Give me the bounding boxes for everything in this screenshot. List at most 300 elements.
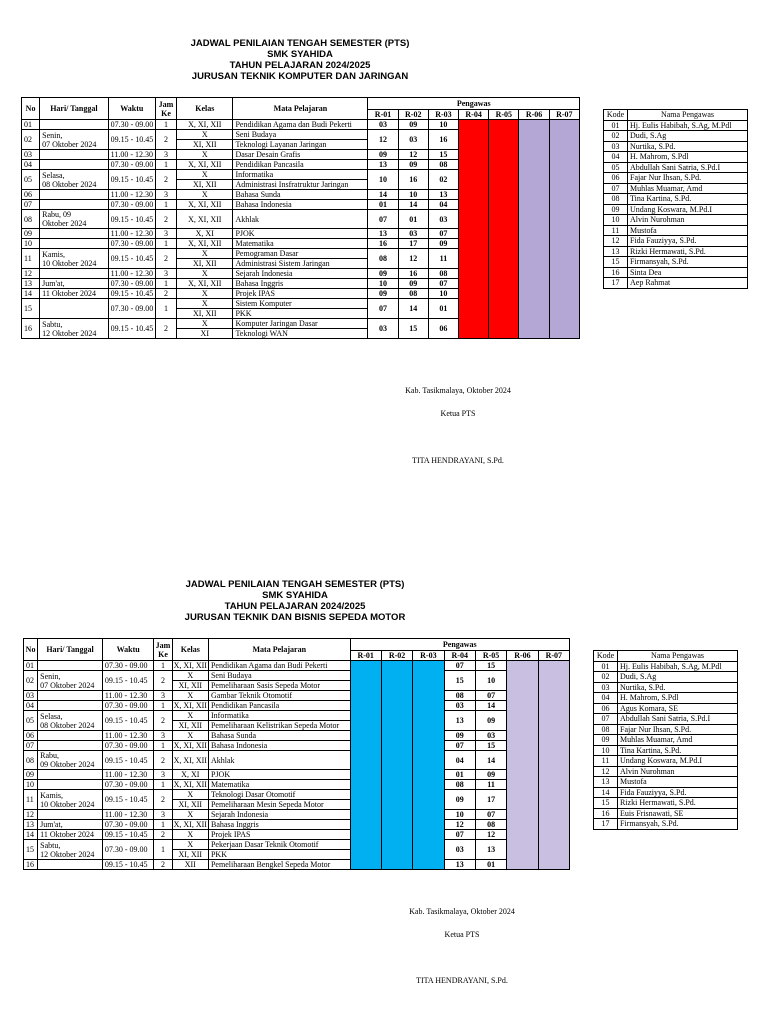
cell-pengawas-code: 08	[444, 691, 475, 701]
cell-hari	[38, 701, 103, 711]
cell-jam: 2	[155, 289, 176, 299]
cell-mapel: Pemograman Dasar	[233, 249, 368, 259]
cell-kelas: X	[177, 269, 233, 279]
cell-no: 16	[24, 860, 38, 870]
cell-no: 02	[22, 130, 40, 150]
cell-pengawas-code: 07	[475, 810, 506, 820]
cell-kelas: XI, XII	[172, 800, 208, 810]
pengawas-nama: Nurtika, S.Pd.	[628, 141, 748, 152]
cell-no: 09	[22, 229, 40, 239]
cell-kelas: X	[172, 790, 208, 800]
pengawas-nama: H. Mahrom, S.Pdl	[628, 152, 748, 163]
cell-pengawas-code: 09	[475, 770, 506, 780]
pengawas-kode: 02	[604, 131, 628, 142]
cell-kelas: X	[177, 170, 233, 180]
cell-pengawas-code: 09	[444, 731, 475, 741]
cell-no: 09	[24, 770, 38, 780]
cell-pengawas-code: 09	[475, 711, 506, 731]
cell-waktu: 09.15 - 10.45	[102, 830, 154, 840]
pengawas-kode: 14	[594, 787, 618, 798]
cell-mapel: Seni Budaya	[208, 671, 350, 681]
cell-pengawas-code: 13	[368, 229, 398, 239]
title-line: SMK SYAHIDA	[262, 590, 328, 601]
cell-jam: 3	[154, 731, 172, 741]
cell-pengawas-code: 13	[444, 711, 475, 731]
cell-jam: 1	[155, 200, 176, 210]
pengawas-row	[594, 745, 738, 756]
cell-pengawas-code: 12	[444, 820, 475, 830]
cell-kelas: X	[177, 319, 233, 329]
col-header-waktu: Waktu	[102, 639, 154, 661]
cell-pengawas-code: 10	[444, 810, 475, 820]
cell-kelas: X, XI, XII	[173, 701, 207, 710]
cell-hari	[38, 810, 103, 820]
col-header-pengawas: Pengawas	[350, 639, 569, 651]
cell-hari: 11 Oktober 2024	[38, 830, 103, 840]
cell-kelas: XI, XII	[172, 681, 208, 691]
col-header-room: R-06	[507, 651, 538, 661]
pengawas-kode: 03	[594, 682, 618, 693]
cell-hari: Sabtu, 12 Oktober 2024	[38, 840, 103, 860]
cell-pengawas-code: 04	[444, 751, 475, 770]
cell-kelas: X	[177, 249, 233, 259]
pengawas-nama: Dudi, S.Ag	[618, 672, 738, 683]
col-header-room: R-02	[398, 110, 428, 120]
col-header-jam: Jam Ke	[155, 98, 176, 120]
pengawas-nama: Firmansyah, S.Pd.	[618, 819, 738, 830]
cell-kelas: XII	[172, 860, 208, 870]
pengawas-kode: 01	[594, 661, 618, 672]
cell-mapel: Pemeliharaan Bengkel Sepeda Motor	[208, 860, 350, 870]
cell-hari	[38, 741, 103, 751]
cell-pengawas-code: 14	[398, 200, 428, 210]
table-row	[24, 751, 570, 770]
table-row	[24, 691, 570, 701]
cell-mapel: Bahasa Inggris	[208, 820, 350, 830]
cell-jam: 2	[154, 751, 172, 770]
cell-no: 05	[22, 170, 40, 190]
cell-mapel: Teknologi Layanan Jaringan	[233, 140, 368, 150]
cell-pengawas-code: 09	[368, 269, 398, 279]
pengawas-kode: 12	[594, 766, 618, 777]
cell-no: 13	[24, 820, 38, 830]
cell-no: 05	[24, 711, 38, 731]
cell-mapel: Projek IPAS	[208, 830, 350, 840]
cell-jam: 1	[155, 160, 176, 170]
cell-hari: Selasa, 08 Oktober 2024	[38, 711, 103, 731]
cell-kelas: X, XI, XII	[177, 120, 233, 130]
cell-hari: Senin, 07 Oktober 2024	[40, 130, 108, 150]
pengawas-kode: 07	[604, 183, 628, 194]
pengawas-nama: Fajar Nur Ihsan, S.Pd.	[618, 724, 738, 735]
pengawas-row	[594, 661, 738, 672]
sign-place: Kab. Tasikmalaya, Oktober 2024	[409, 907, 515, 916]
title-line: SMK SYAHIDA	[267, 49, 333, 60]
cell-no: 12	[22, 269, 40, 279]
col-header-room: R-01	[368, 110, 398, 120]
cell-mapel: Teknologi Dasar Otomotif	[208, 790, 350, 800]
cell-waktu: 09.15 - 10.45	[102, 790, 154, 810]
cell-jam: 3	[155, 190, 176, 200]
col-header-room: R-06	[519, 110, 549, 120]
cell-room-empty	[413, 661, 444, 870]
cell-waktu: 09.15 - 10.45	[102, 671, 154, 691]
col-header-kelas: Kelas	[172, 639, 208, 661]
cell-no: 07	[22, 200, 40, 210]
cell-kelas: X, XI, XII	[173, 780, 207, 789]
pengawas-kode: 13	[594, 777, 618, 788]
cell-kelas: XI	[177, 329, 233, 339]
cell-pengawas-code: 10	[368, 279, 398, 289]
cell-mapel: Dasar Desain Grafis	[233, 150, 368, 160]
cell-pengawas-code: 13	[368, 160, 398, 170]
cell-no: 06	[22, 190, 40, 200]
cell-no: 12	[24, 810, 38, 820]
pengawas-kode: 03	[604, 141, 628, 152]
cell-pengawas-code: 14	[475, 701, 506, 711]
cell-kelas: X	[177, 150, 233, 160]
pengawas-row	[594, 703, 738, 714]
pengawas-nama: Muhlas Muamar, Amd	[628, 183, 748, 194]
cell-pengawas-code: 03	[398, 229, 428, 239]
pengawas-kode: 17	[594, 819, 618, 830]
cell-pengawas-code: 13	[428, 190, 458, 200]
pengawas-row	[594, 808, 738, 819]
cell-pengawas-code: 09	[398, 160, 428, 170]
cell-kelas: X, XI, XII	[172, 751, 208, 770]
pengawas-row	[594, 819, 738, 830]
sign-role: Ketua PTS	[440, 409, 476, 418]
cell-waktu: 09.15 - 10.45	[102, 751, 154, 770]
pengawas-kode: 13	[604, 246, 628, 257]
pengawas-row	[594, 766, 738, 777]
pengawas-nama: Nurtika, S.Pd.	[618, 682, 738, 693]
table-row	[24, 790, 570, 800]
cell-pengawas-code: 09	[398, 120, 428, 130]
pengawas-nama: Fida Fauziyya, S.Pd.	[618, 787, 738, 798]
kode-header: Kode	[604, 110, 628, 121]
col-header-jam: Jam Ke	[155, 640, 171, 659]
cell-pengawas-code: 12	[398, 150, 428, 160]
cell-no: 08	[24, 751, 38, 770]
pengawas-nama: Alvin Nurohman	[628, 215, 748, 226]
cell-no: 11	[22, 249, 40, 269]
cell-pengawas-code: 08	[428, 160, 458, 170]
cell-waktu: 11.00 - 12.30	[108, 229, 155, 239]
sign-role: Ketua PTS	[444, 930, 480, 939]
cell-waktu: 09.15 - 10.45	[102, 860, 154, 870]
cell-pengawas-code: 16	[368, 239, 398, 249]
cell-jam: 3	[155, 150, 176, 160]
cell-mapel: Pemeliharaan Kelistrikan Sepeda Motor	[208, 721, 350, 731]
cell-kelas: X	[172, 711, 208, 721]
cell-no: 08	[22, 210, 40, 229]
cell-pengawas-code: 12	[475, 830, 506, 840]
cell-jam: 2	[154, 711, 172, 731]
cell-jam: 2	[155, 319, 176, 339]
pengawas-kode: 04	[594, 693, 618, 704]
cell-waktu: 07.30 - 09.00	[102, 661, 154, 671]
cell-jam: 1	[155, 239, 176, 249]
sign-place: Kab. Tasikmalaya, Oktober 2024	[405, 386, 511, 395]
cell-pengawas-code: 07	[475, 691, 506, 701]
title-line: JADWAL PENILAIAN TENGAH SEMESTER (PTS)	[185, 579, 405, 590]
cell-hari	[38, 691, 103, 701]
cell-pengawas-code: 15	[475, 741, 506, 751]
cell-pengawas-code: 03	[368, 120, 398, 130]
cell-hari: Senin, 07 Oktober 2024	[38, 671, 103, 691]
pengawas-table	[593, 650, 738, 830]
cell-waktu: 09.15 - 10.45	[108, 319, 155, 339]
cell-waktu: 07.30 - 09.00	[108, 299, 155, 319]
cell-mapel: Gambar Teknik Otomotif	[208, 691, 350, 701]
cell-waktu: 09.15 - 10.45	[108, 210, 155, 229]
cell-no: 07	[24, 741, 38, 751]
cell-jam: 2	[155, 210, 176, 229]
cell-waktu: 11.00 - 12.30	[102, 731, 154, 741]
cell-jam: 3	[155, 229, 176, 239]
cell-pengawas-code: 14	[398, 299, 428, 319]
cell-pengawas-code: 01	[475, 860, 506, 870]
col-header-room: R-03	[428, 110, 458, 120]
cell-pengawas-code: 01	[398, 210, 428, 229]
cell-mapel: Informatika	[233, 170, 368, 180]
cell-mapel: PJOK	[233, 229, 368, 239]
cell-pengawas-code: 09	[428, 239, 458, 249]
col-header-room: R-03	[413, 651, 444, 661]
cell-pengawas-code: 07	[444, 741, 475, 751]
cell-mapel: Teknologi WAN	[233, 329, 368, 339]
cell-jam: 1	[154, 741, 172, 751]
cell-mapel: Akhlak	[208, 751, 350, 770]
cell-mapel: PJOK	[208, 770, 350, 780]
cell-mapel: Matematika	[233, 239, 368, 249]
pengawas-nama: Fida Fauziyya, S.Pd.	[628, 236, 748, 247]
nama-header: Nama Pengawas	[628, 110, 748, 121]
col-header-room: R-05	[475, 651, 506, 661]
cell-pengawas-code: 08	[398, 289, 428, 299]
sign-name: TITA HENDRAYANI, S.Pd.	[412, 456, 504, 465]
pengawas-kode: 11	[594, 756, 618, 767]
cell-pengawas-code: 10	[428, 120, 458, 130]
table-row	[24, 840, 570, 850]
cell-waktu: 07.30 - 09.00	[108, 200, 155, 210]
cell-hari: Rabu, 09 Oktober 2024	[38, 751, 103, 770]
cell-hari	[38, 661, 103, 671]
pengawas-nama: Hj. Eulis Habibah, S.Ag, M.Pdl	[628, 120, 748, 131]
cell-kelas: X, XI, XII	[177, 160, 233, 170]
cell-no: 04	[24, 701, 38, 711]
pengawas-kode: 15	[604, 257, 628, 268]
pengawas-kode: 06	[594, 703, 618, 714]
pengawas-kode: 16	[604, 267, 628, 278]
cell-kelas: X	[177, 299, 233, 309]
table-row	[24, 711, 570, 721]
col-header-hari: Hari/ Tanggal	[38, 639, 103, 661]
pengawas-nama: Undang Koswara, M.Pd.I	[628, 204, 748, 215]
cell-kelas: X, XI, XII	[177, 200, 233, 210]
cell-hari	[38, 770, 103, 780]
cell-hari: Kamis, 10 Oktober 2024	[38, 790, 103, 810]
pengawas-kode: 12	[604, 236, 628, 247]
table-row	[24, 731, 570, 741]
cell-jam: 2	[154, 671, 172, 691]
table-row	[24, 780, 570, 790]
cell-pengawas-code: 07	[428, 229, 458, 239]
cell-pengawas-code: 03	[444, 701, 475, 711]
col-header-room: R-05	[489, 110, 519, 120]
cell-pengawas-code: 16	[428, 130, 458, 150]
pengawas-nama: H. Mahrom, S.Pdl	[618, 693, 738, 704]
cell-kelas: X, XI	[172, 770, 208, 780]
cell-pengawas-code: 07	[444, 830, 475, 840]
cell-jam: 1	[154, 661, 172, 671]
cell-waktu: 07.30 - 09.00	[102, 820, 154, 830]
title-line: JURUSAN TEKNIK KOMPUTER DAN JARINGAN	[191, 71, 409, 82]
cell-jam: 3	[154, 810, 172, 820]
cell-waktu: 09.15 - 10.45	[108, 130, 155, 150]
cell-jam: 2	[154, 860, 172, 870]
pengawas-kode: 11	[604, 225, 628, 236]
cell-waktu: 07.30 - 09.00	[102, 741, 154, 751]
cell-pengawas-code: 07	[368, 210, 398, 229]
cell-waktu: 07.30 - 09.00	[108, 120, 155, 130]
pengawas-nama: Alvin Nurohman	[618, 766, 738, 777]
col-header-kelas: Kelas	[177, 98, 233, 120]
cell-waktu: 11.00 - 12.30	[102, 770, 154, 780]
pengawas-nama: Fajar Nur Ihsan, S.Pd.	[628, 173, 748, 184]
table-row	[24, 701, 570, 711]
pengawas-nama: Abdullah Sani Satria, S.Pd.I	[618, 714, 738, 725]
cell-pengawas-code: 16	[398, 170, 428, 190]
cell-pengawas-code: 03	[444, 840, 475, 860]
pengawas-kode: 05	[604, 162, 628, 173]
cell-mapel: Bahasa Sunda	[208, 731, 350, 741]
cell-mapel: Bahasa Indonesia	[208, 741, 350, 751]
pengawas-kode: 10	[604, 215, 628, 226]
cell-hari: Sabtu, 12 Oktober 2024	[40, 319, 108, 339]
cell-waktu: 11.00 - 12.30	[108, 190, 155, 200]
col-header-pengawas: Pengawas	[368, 98, 580, 110]
pengawas-nama: Mustofa	[618, 777, 738, 788]
cell-waktu: 07.30 - 09.00	[102, 780, 154, 790]
cell-pengawas-code: 10	[475, 671, 506, 691]
cell-mapel: Bahasa Inggris	[233, 279, 368, 289]
cell-pengawas-code: 02	[428, 170, 458, 190]
cell-pengawas-code: 03	[398, 130, 428, 150]
cell-pengawas-code: 07	[428, 279, 458, 289]
cell-kelas: X, XI, XII	[173, 741, 207, 750]
cell-pengawas-code: 12	[398, 249, 428, 269]
cell-no: 14	[22, 289, 40, 299]
cell-hari: Kamis, 10 Oktober 2024	[40, 249, 108, 269]
cell-pengawas-code: 09	[368, 150, 398, 160]
cell-kelas: X	[177, 289, 233, 299]
cell-hari: Selasa, 08 Oktober 2024	[40, 170, 108, 190]
pengawas-row	[594, 777, 738, 788]
pengawas-row	[594, 682, 738, 693]
cell-mapel: Administrasi Sistem Jaringan	[233, 259, 368, 269]
pengawas-kode: 06	[604, 173, 628, 184]
cell-pengawas-code: 15	[428, 150, 458, 160]
cell-pengawas-code: 03	[428, 210, 458, 229]
pengawas-kode: 08	[594, 724, 618, 735]
col-header-room: R-01	[350, 651, 381, 661]
pengawas-row	[594, 735, 738, 746]
cell-pengawas-code: 14	[368, 190, 398, 200]
cell-pengawas-code: 01	[368, 200, 398, 210]
cell-waktu: 07.30 - 09.00	[108, 160, 155, 170]
cell-mapel: Komputer Jaringan Dasar	[233, 319, 368, 329]
cell-kelas: X	[172, 731, 208, 741]
cell-kelas: X, XI, XII	[177, 279, 233, 289]
title-line: TAHUN PELAJARAN 2024/2025	[224, 601, 366, 612]
cell-kelas: X, XI, XII	[177, 210, 233, 229]
pengawas-nama: Abdullah Sani Satria, S.Pd.I	[628, 162, 748, 173]
sign-name: TITA HENDRAYANI, S.Pd.	[416, 976, 508, 985]
cell-hari: Rabu, 09 Oktober 2024	[40, 210, 108, 229]
cell-mapel: Sejarah Indonesia	[208, 810, 350, 820]
cell-mapel: Projek IPAS	[233, 289, 368, 299]
nama-header: Nama Pengawas	[618, 651, 738, 662]
cell-mapel: Pemeliharaan Sasis Sepeda Motor	[208, 681, 350, 691]
cell-pengawas-code: 09	[368, 289, 398, 299]
cell-jam: 1	[155, 120, 176, 130]
cell-waktu: 09.15 - 10.45	[108, 249, 155, 269]
pengawas-nama: Rizki Hermawati, S.Pd.	[628, 246, 748, 257]
pengawas-nama: Euis Frisnawati, SE	[618, 808, 738, 819]
title-line: JADWAL PENILAIAN TENGAH SEMESTER (PTS)	[190, 38, 410, 49]
pengawas-row	[594, 724, 738, 735]
cell-jam: 2	[155, 170, 176, 190]
col-header-room: R-02	[381, 651, 412, 661]
section-title	[145, 579, 445, 623]
pengawas-kode: 16	[594, 808, 618, 819]
cell-pengawas-code: 15	[475, 661, 506, 671]
cell-mapel: Sejarah Indonesia	[233, 269, 368, 279]
pengawas-nama: Sinta Dea	[628, 267, 748, 278]
cell-kelas: XI, XII	[177, 140, 233, 150]
cell-no: 01	[24, 661, 38, 671]
cell-kelas: XI, XII	[177, 309, 233, 319]
pengawas-kode: 15	[594, 798, 618, 809]
cell-no: 03	[24, 691, 38, 701]
pengawas-nama: Aep Rahmat	[628, 278, 748, 289]
cell-mapel: Pekerjaan Dasar Teknik Otomotif	[208, 840, 350, 850]
cell-waktu: 07.30 - 09.00	[108, 279, 155, 289]
cell-waktu: 09.15 - 10.45	[108, 289, 155, 299]
pengawas-nama: Tina Kartina, S.Pd.	[618, 745, 738, 756]
cell-kelas: X	[172, 671, 208, 681]
pengawas-kode: 09	[604, 204, 628, 215]
pengawas-nama: Agus Komara, SE	[618, 703, 738, 714]
col-header-no: No	[24, 639, 38, 661]
cell-no: 01	[22, 120, 40, 130]
cell-hari: Jum'at,	[38, 820, 103, 830]
cell-mapel: Bahasa Sunda	[233, 190, 368, 200]
cell-kelas: XI, XII	[172, 850, 208, 860]
cell-hari: Jum'at,	[40, 279, 108, 289]
table-row	[24, 671, 570, 681]
cell-pengawas-code: 13	[444, 860, 475, 870]
cell-kelas: XI, XII	[177, 259, 233, 269]
cell-waktu: 11.00 - 12.30	[108, 150, 155, 160]
cell-mapel: Matematika	[208, 780, 350, 790]
cell-no: 16	[22, 319, 40, 339]
cell-no: 14	[24, 830, 38, 840]
cell-pengawas-code: 17	[475, 790, 506, 810]
cell-waktu: 11.00 - 12.30	[102, 810, 154, 820]
